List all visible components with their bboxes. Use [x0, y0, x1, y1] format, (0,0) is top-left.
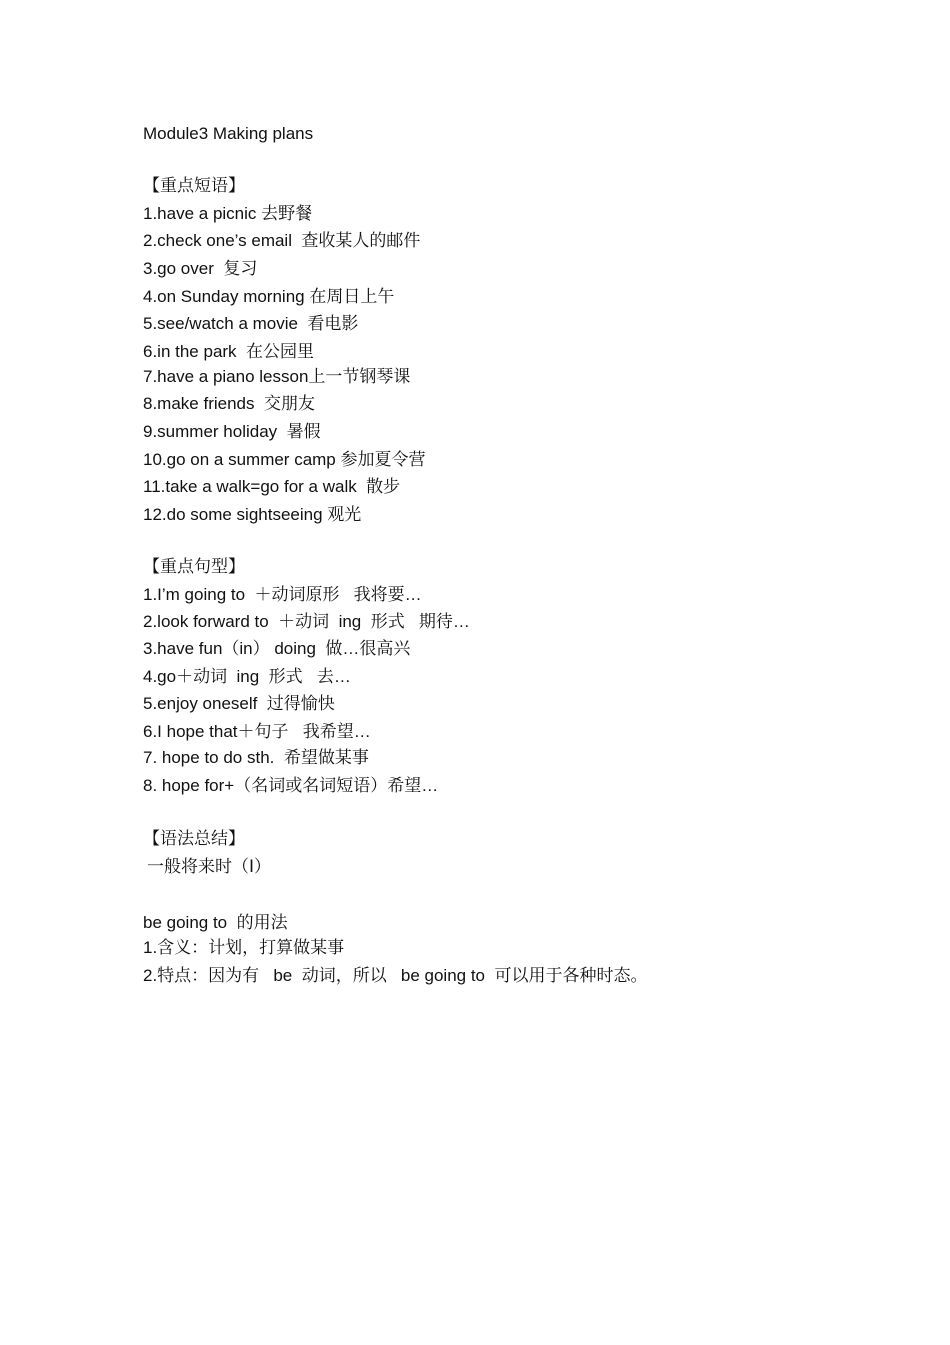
- phrase-item: 8.make friends 交朋友: [143, 394, 315, 413]
- grammar-item: 1.含义：计划，打算做某事: [143, 938, 345, 957]
- sentence-item: 1.I’m going to ＋动词原形 我将要…: [143, 585, 422, 604]
- sentence-item: 6.I hope that＋句子 我希望…: [143, 722, 371, 741]
- phrase-item: 10.go on a summer camp 参加夏令营: [143, 450, 426, 469]
- grammar-subheading: 一般将来时（Ⅰ）: [147, 857, 272, 876]
- phrase-item: 5.see/watch a movie 看电影: [143, 314, 359, 333]
- sentence-item: 4.go＋动词 ing 形式 去…: [143, 667, 351, 686]
- sentences-heading: 【重点句型】: [143, 557, 245, 576]
- phrase-item: 3.go over 复习: [143, 259, 258, 278]
- document-title: Module3 Making plans: [143, 124, 314, 143]
- sentence-item: 3.have fun（in） doing 做…很高兴: [143, 639, 411, 658]
- phrase-item: 2.check one’s email 查收某人的邮件: [143, 231, 421, 250]
- sentence-item: 2.look forward to ＋动词 ing 形式 期待…: [143, 612, 470, 631]
- grammar-item: 2.特点：因为有 be 动词，所以 be going to 可以用于各种时态。: [143, 966, 648, 985]
- sentence-item: 8. hope for+（名词或名词短语）希望…: [143, 776, 439, 795]
- phrase-item: 12.do some sightseeing 观光: [143, 505, 362, 524]
- phrase-item: 7.have a piano lesson上一节钢琴课: [143, 367, 411, 386]
- grammar-heading: 【语法总结】: [143, 829, 245, 848]
- phrase-item: 1.have a picnic 去野餐: [143, 204, 313, 223]
- phrase-item: 9.summer holiday 暑假: [143, 422, 321, 441]
- phrase-item: 11.take a walk=go for a walk 散步: [143, 477, 401, 496]
- sentence-item: 7. hope to do sth. 希望做某事: [143, 748, 369, 767]
- sentence-item: 5.enjoy oneself 过得愉快: [143, 694, 335, 713]
- phrase-item: 6.in the park 在公园里: [143, 342, 315, 361]
- phrases-heading: 【重点短语】: [143, 176, 245, 195]
- phrase-item: 4.on Sunday morning 在周日上午: [143, 287, 395, 306]
- grammar-topic: be going to 的用法: [143, 913, 288, 932]
